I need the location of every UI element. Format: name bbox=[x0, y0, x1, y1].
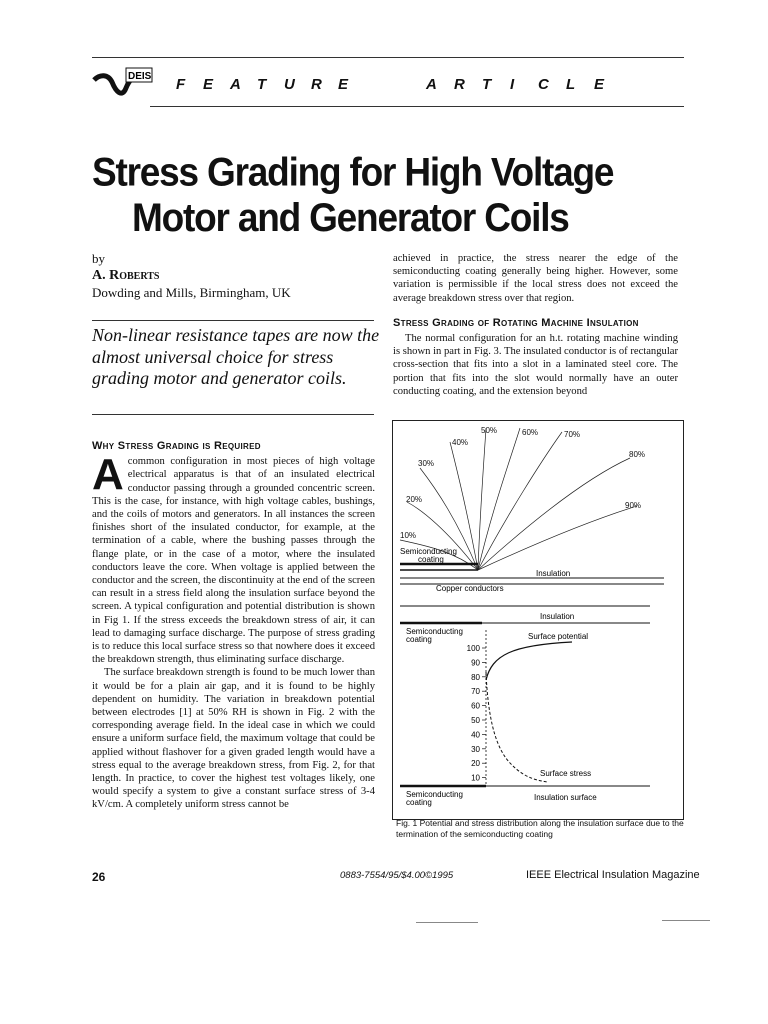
surface-potential-curve bbox=[486, 642, 572, 680]
author-name: A. Roberts bbox=[92, 268, 160, 283]
figure-caption: Fig. 1 Potential and stress distribution along the insulation surface due to the termination of the semiconducting coating bbox=[396, 818, 684, 839]
label-80pct: 80% bbox=[629, 450, 646, 459]
paragraph bbox=[92, 450, 375, 666]
semi-mid-label: Semiconducting bbox=[406, 627, 463, 636]
y-tick-label: 40 bbox=[471, 730, 480, 740]
issn-code: 0883-7554/95/$4.00©1995 bbox=[340, 870, 454, 881]
label-60pct: 60% bbox=[522, 428, 539, 437]
section-heading-why: Why Stress Grading is Required bbox=[92, 440, 261, 452]
top-rule bbox=[92, 57, 684, 58]
y-axis-ticks bbox=[467, 644, 486, 783]
bottom-rule bbox=[416, 922, 478, 923]
semi-bot-label-2: coating bbox=[406, 798, 432, 807]
label-10pct: 10% bbox=[400, 531, 417, 540]
label-40pct: 40% bbox=[452, 438, 469, 447]
surface-stress-label: Surface stress bbox=[540, 769, 592, 778]
insulation-surface-label: Insulation surface bbox=[534, 793, 597, 802]
kicker-letter: C bbox=[538, 76, 549, 93]
surface-potential-label: Surface potential bbox=[528, 632, 589, 641]
y-tick-label: 80 bbox=[471, 672, 480, 682]
drop-cap: A bbox=[92, 450, 124, 500]
kicker-letter: T bbox=[257, 76, 267, 93]
byline-by: by bbox=[92, 251, 105, 266]
deis-logo-icon bbox=[92, 66, 162, 106]
figure-1 bbox=[392, 420, 684, 820]
logo-text: DEIS bbox=[128, 71, 152, 82]
title-line-2: Motor and Generator Coils bbox=[132, 195, 569, 240]
insulation-top-label: Insulation bbox=[536, 569, 571, 578]
kicker-letter: F bbox=[176, 76, 186, 93]
author-affiliation: Dowding and Mills, Birmingham, UK bbox=[92, 285, 291, 300]
semi-bot-label: Semiconducting bbox=[406, 790, 463, 799]
kicker-letter: E bbox=[203, 76, 214, 93]
y-tick-label: 70 bbox=[471, 687, 480, 697]
kicker-letter: U bbox=[284, 76, 295, 93]
kicker-letter: L bbox=[566, 76, 576, 93]
page-title bbox=[92, 150, 712, 241]
kicker-letter: A bbox=[230, 76, 241, 93]
right-column bbox=[393, 252, 678, 398]
label-90pct: 90% bbox=[625, 501, 642, 510]
paragraph: achieved in practice, the stress nearer the edge of the semiconducting coating generally being higher. However, some variation is permissible if the local stress does not exceed the average breakdown stress over that region. bbox=[393, 253, 678, 304]
y-tick-label: 90 bbox=[471, 658, 480, 668]
label-50pct: 50% bbox=[481, 426, 498, 435]
kicker-letter: A bbox=[426, 76, 437, 93]
kicker-letter: R bbox=[311, 76, 322, 93]
kicker-letter: E bbox=[594, 76, 605, 93]
y-tick-label: 10 bbox=[471, 773, 480, 783]
paragraph-text: common configuration in most pieces of high voltage electrical apparatus is that of an insulated electrical conductor passing through a grounded concentric screen. This is the case, for instance, with high voltage cables, bushings, and the coils of motors and generators. In all instances the screen finishes short of the insulated conductor, for example, at the termination of a cable, where the bushing passes through the flange plate, or in the case of a motor, where the insulated conductors leave the core. When voltage is applied between the conductor and the screen, the discontinuity at the end of the screen can result in a stress field along the insulation surface beyond the screen. A typical configuration and potential distribution is shown in Fig 1. If the stress exceeds the breakdown stress of air, it can lead to damaging surface discharge. The purpose of stress grading is to reduce this local surface stress so that nowhere does it exceed the breakdown strength, thus eliminating surface discharge. bbox=[92, 456, 375, 666]
left-column bbox=[92, 440, 375, 812]
kicker-letter: T bbox=[482, 76, 492, 93]
section-heading-rotating: Stress Grading of Rotating Machine Insulation bbox=[393, 316, 639, 329]
semi-top-label: Semiconducting bbox=[400, 547, 457, 556]
paragraph: The surface breakdown strength is found to be much lower than it would be for a plain air gap, and it is found to be highly dependent on humidity. The variation in breakdown potential between electrodes [1] at 50% RH is shown in Fig. 2 with the corresponding average field. In the ideal case in which we could ensure a uniform surface field, the maximum voltage that could be applied without flashover for a given graded length would have a stress equal to the average breakdown stress, from Fig. 2, for that length. In practice, to cover the highest test voltages likely, one would specify a system to give a constant surface stress of 3-4 kV/cm. A completely uniform stress cannot be bbox=[92, 667, 375, 811]
bottom-rule-2 bbox=[662, 920, 710, 921]
pull-quote-rule bbox=[92, 320, 374, 321]
paragraph: The normal configuration for an h.t. rotating machine winding is shown in part in Fig. 3. The insulated conductor is of rectangular cross-section that fits into a slot in a laminated steel core. The portion that fits into the slot would normally have an outer conducting coating, and the extension beyond bbox=[393, 333, 678, 397]
kicker-letter: E bbox=[338, 76, 349, 93]
insulation-mid-label: Insulation bbox=[540, 612, 575, 621]
page-number: 26 bbox=[92, 870, 106, 884]
label-20pct: 20% bbox=[406, 495, 423, 504]
y-tick-label: 50 bbox=[471, 716, 480, 725]
kicker-letter: R bbox=[454, 76, 465, 93]
label-70pct: 70% bbox=[564, 430, 581, 439]
kicker-letter: I bbox=[510, 76, 515, 93]
banner-rule bbox=[150, 106, 684, 107]
semi-top-label-2: coating bbox=[418, 555, 444, 564]
y-tick-label: 60 bbox=[471, 701, 480, 711]
pull-quote: Non-linear resistance tapes are now the almost universal choice for stress grading motor and generator coils. bbox=[92, 325, 380, 388]
figure-frame bbox=[393, 421, 684, 820]
y-tick-label: 30 bbox=[471, 744, 480, 754]
y-tick-label: 100 bbox=[466, 644, 480, 653]
title-line-1: Stress Grading for High Voltage bbox=[92, 150, 614, 195]
surface-stress-curve bbox=[486, 672, 548, 782]
y-tick-label: 20 bbox=[471, 759, 480, 769]
byline bbox=[92, 250, 382, 301]
semi-mid-label-2: coating bbox=[406, 635, 432, 644]
label-30pct: 30% bbox=[418, 459, 435, 468]
pull-quote-rule-bottom bbox=[92, 414, 374, 415]
magazine-name: IEEE Electrical Insulation Magazine bbox=[526, 869, 700, 881]
copper-label: Copper conductors bbox=[436, 584, 504, 593]
